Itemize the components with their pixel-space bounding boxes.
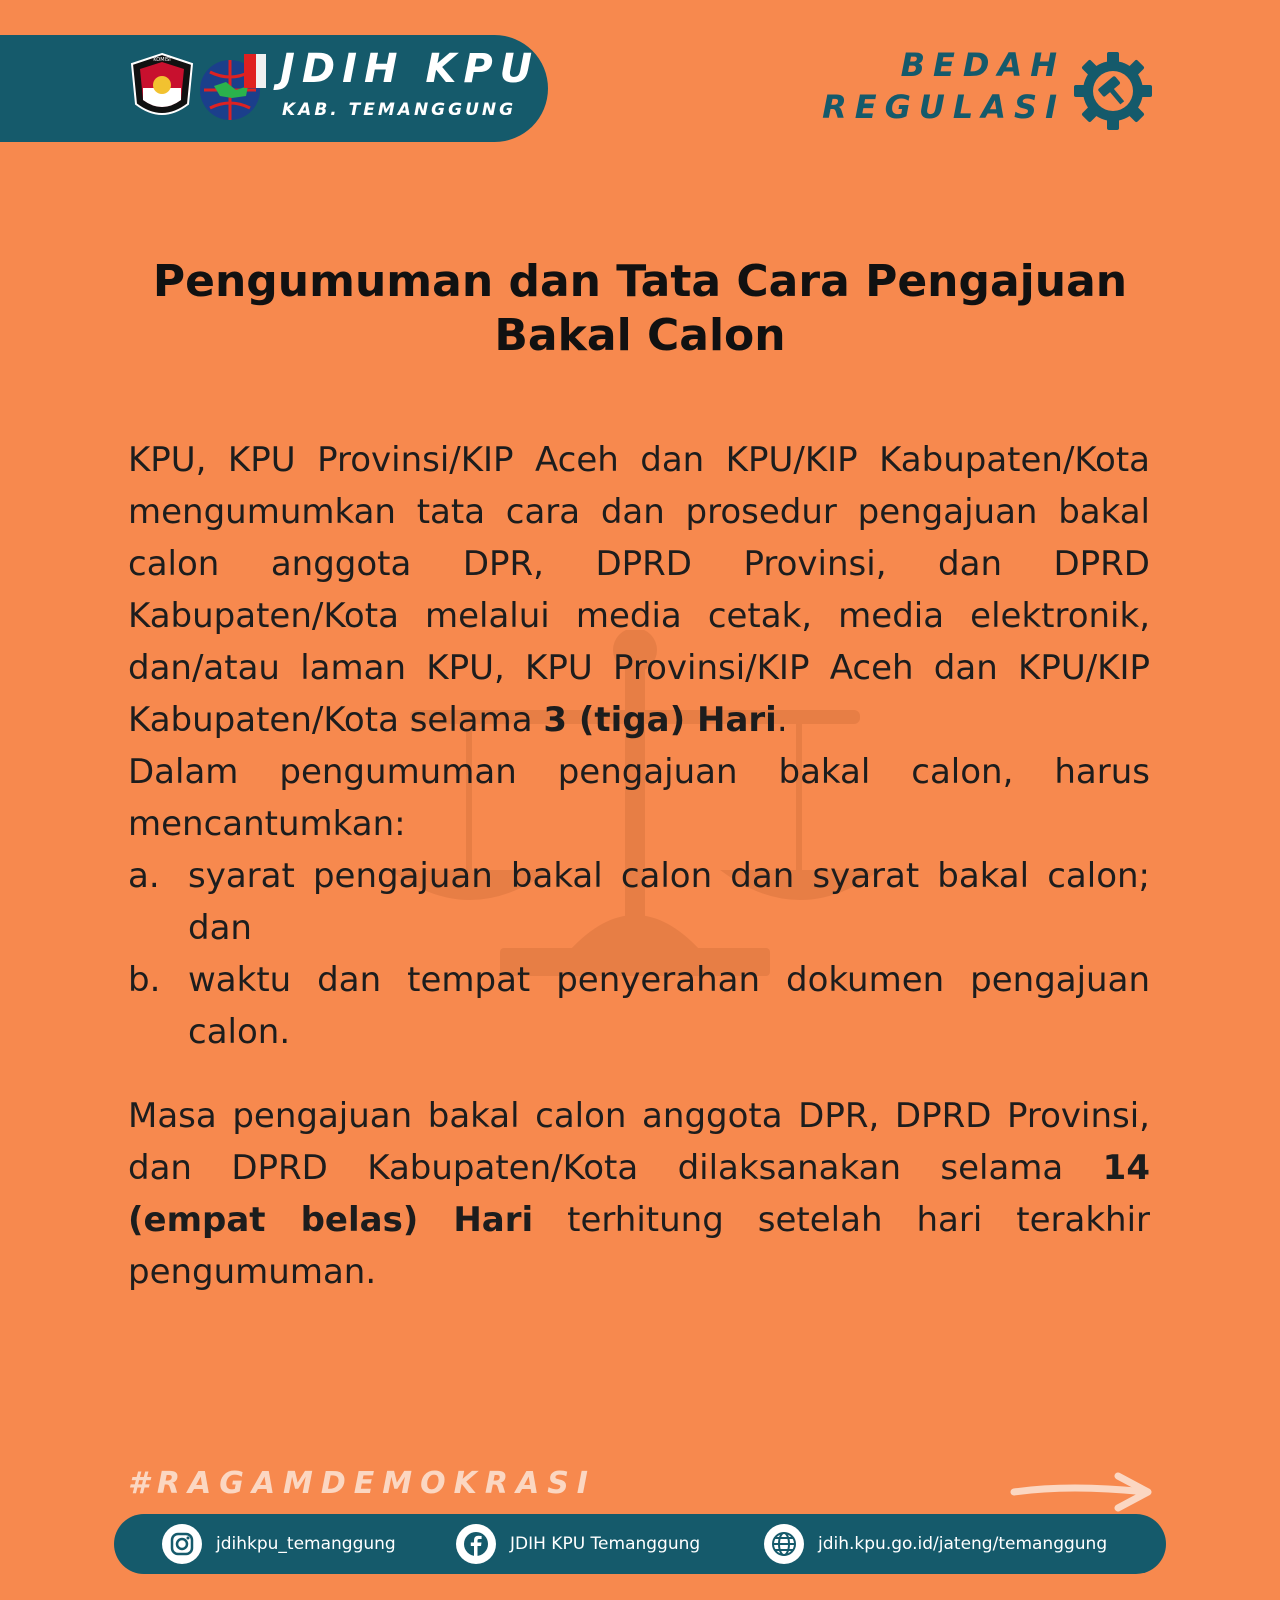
document-body bbox=[128, 434, 1150, 1298]
gear-gavel-icon bbox=[1072, 50, 1154, 132]
badge-line-1: BEDAH bbox=[900, 46, 1065, 84]
instagram-link[interactable] bbox=[162, 1514, 396, 1574]
list-item-text: syarat pengajuan bakal calon dan syarat bakal calon; dan bbox=[188, 856, 1150, 948]
list-item-text: waktu dan tempat penyerahan dokumen pengajuan calon. bbox=[188, 960, 1150, 1052]
facebook-name: JDIH KPU Temanggung bbox=[510, 1534, 701, 1554]
website-url: jdih.kpu.go.id/jateng/temanggung bbox=[818, 1534, 1108, 1554]
list-item bbox=[128, 954, 1150, 1058]
footer-bar bbox=[114, 1514, 1166, 1574]
list-item bbox=[128, 850, 1150, 954]
instagram-icon bbox=[162, 1524, 202, 1564]
duration-14-days: 14 (empat belas) Hari bbox=[128, 1148, 1150, 1240]
list-marker: b. bbox=[128, 960, 161, 1000]
arrow-right-icon[interactable] bbox=[1010, 1470, 1154, 1514]
paragraph-submission-period: Masa pengajuan bakal calon anggota DPR, DPRD Provinsi, dan DPRD Kabupaten/Kota dilaksanakan selama 14 (empat belas) Hari terhitung setelah hari terakhir pengumuman. bbox=[128, 1096, 1150, 1292]
hashtag: #RAGAMDEMOKRASI bbox=[128, 1466, 596, 1501]
brand-title: JDIH KPU bbox=[280, 46, 540, 92]
instagram-handle: jdihkpu_temanggung bbox=[216, 1534, 396, 1554]
paragraph-requirements-intro: Dalam pengumuman pengajuan bakal calon, harus mencantumkan: bbox=[128, 752, 1150, 844]
page-title: Pengumuman dan Tata Cara Pengajuan Bakal Calon bbox=[152, 256, 1128, 361]
facebook-icon bbox=[456, 1524, 496, 1564]
globe-logo bbox=[196, 52, 268, 124]
paragraph-announcement: KPU, KPU Provinsi/KIP Aceh dan KPU/KIP Kabupaten/Kota mengumumkan tata cara dan prosedur pengajuan bakal calon anggota DPR, DPRD Provinsi, dan DPRD Kabupaten/Kota melalui media cetak, media elektronik, dan/atau laman KPU, KPU Provinsi/KIP Aceh dan KPU/KIP Kabupaten/Kota selama 3 (tiga) Hari. bbox=[128, 440, 1150, 740]
kpu-logo bbox=[130, 52, 194, 124]
facebook-link[interactable] bbox=[456, 1514, 700, 1574]
kpu-logo-top-text: KOMISI bbox=[153, 57, 171, 63]
brand-subtitle: KAB. TEMANGGUNG bbox=[282, 100, 517, 120]
globe-icon bbox=[764, 1524, 804, 1564]
website-link[interactable] bbox=[764, 1514, 1107, 1574]
badge-line-2: REGULASI bbox=[822, 88, 1065, 126]
duration-3-days: 3 (tiga) Hari bbox=[543, 700, 777, 740]
list-marker: a. bbox=[128, 856, 160, 896]
